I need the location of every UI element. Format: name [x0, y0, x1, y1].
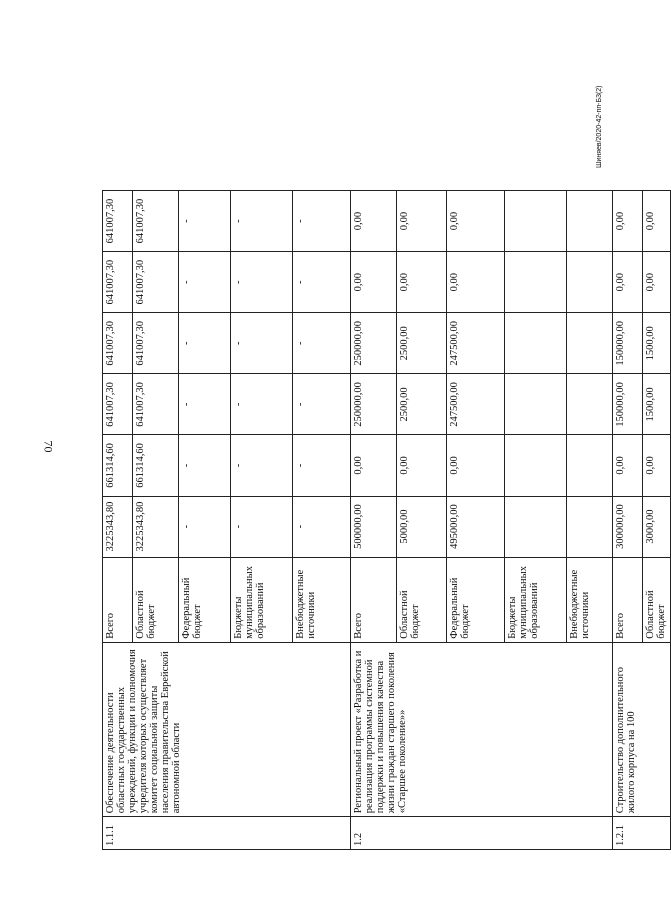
amount-cell: 0,00: [613, 435, 643, 496]
amount-cell: -: [231, 313, 293, 374]
amount-cell: 0,00: [643, 191, 671, 252]
amount-cell: 1500,00: [643, 313, 671, 374]
amount-cell: [567, 496, 613, 557]
amount-cell: -: [231, 252, 293, 313]
funding-source: Областной бюджет: [643, 557, 671, 642]
amount-cell: 2500,00: [397, 374, 447, 435]
amount-cell: 0,00: [447, 191, 505, 252]
amount-cell: -: [231, 496, 293, 557]
amount-cell: -: [293, 374, 351, 435]
amount-cell: -: [231, 191, 293, 252]
amount-cell: [505, 496, 567, 557]
amount-cell: 247500,00: [447, 313, 505, 374]
amount-cell: 0,00: [613, 252, 643, 313]
amount-cell: -: [293, 313, 351, 374]
row-index: 1.2: [351, 817, 613, 850]
amount-cell: 0,00: [643, 435, 671, 496]
amount-cell: -: [179, 252, 231, 313]
amount-cell: 250000,00: [351, 313, 397, 374]
table-body: [103, 191, 671, 850]
row-index: 1.1.1: [103, 817, 351, 850]
amount-cell: 641007,30: [103, 252, 133, 313]
table-row: [351, 191, 397, 850]
amount-cell: 641007,30: [133, 313, 179, 374]
activity-name: Обеспечение деятельности областных государственных учреждений, функции и полномочия учредителя которых осуществляет комитет социальной защиты населения правительства Еврейской автономной области: [103, 642, 351, 817]
amount-cell: -: [293, 435, 351, 496]
amount-cell: 0,00: [447, 252, 505, 313]
amount-cell: -: [293, 252, 351, 313]
amount-cell: -: [231, 435, 293, 496]
amount-cell: 500000,00: [351, 496, 397, 557]
funding-source: Всего: [103, 557, 133, 642]
funding-source: Внебюджетные источники: [567, 557, 613, 642]
amount-cell: [505, 313, 567, 374]
amount-cell: 641007,30: [103, 313, 133, 374]
amount-cell: -: [179, 191, 231, 252]
amount-cell: 0,00: [397, 191, 447, 252]
amount-cell: 641007,30: [133, 374, 179, 435]
amount-cell: -: [179, 313, 231, 374]
amount-cell: 3225343,80: [103, 496, 133, 557]
amount-cell: 661314,60: [103, 435, 133, 496]
amount-cell: [567, 374, 613, 435]
amount-cell: 0,00: [397, 252, 447, 313]
funding-source: Бюджеты муниципальных образований: [231, 557, 293, 642]
amount-cell: [505, 191, 567, 252]
amount-cell: 247500,00: [447, 374, 505, 435]
amount-cell: 0,00: [351, 252, 397, 313]
amount-cell: -: [179, 496, 231, 557]
amount-cell: 3225343,80: [133, 496, 179, 557]
amount-cell: [567, 313, 613, 374]
funding-source: Федеральный бюджет: [447, 557, 505, 642]
amount-cell: 641007,30: [103, 374, 133, 435]
amount-cell: 300000,00: [613, 496, 643, 557]
amount-cell: 641007,30: [103, 191, 133, 252]
amount-cell: 3000,00: [643, 496, 671, 557]
amount-cell: 641007,30: [133, 252, 179, 313]
funding-source: Федеральный бюджет: [179, 557, 231, 642]
amount-cell: 0,00: [397, 435, 447, 496]
amount-cell: -: [179, 374, 231, 435]
amount-cell: [567, 252, 613, 313]
rotated-table-container: [102, 190, 667, 850]
amount-cell: -: [231, 374, 293, 435]
funding-source: Внебюджетные источники: [293, 557, 351, 642]
funding-source: Бюджеты муниципальных образований: [505, 557, 567, 642]
page-number: 70: [41, 440, 56, 453]
amount-cell: 0,00: [613, 191, 643, 252]
activity-name: Строительство дополнительного жилого корпуса на 100: [613, 642, 671, 817]
amount-cell: [505, 435, 567, 496]
amount-cell: [505, 374, 567, 435]
amount-cell: 1500,00: [643, 374, 671, 435]
amount-cell: [505, 252, 567, 313]
amount-cell: 495000,00: [447, 496, 505, 557]
row-index: 1.2.1: [613, 817, 671, 850]
amount-cell: 0,00: [351, 435, 397, 496]
amount-cell: -: [293, 496, 351, 557]
activity-name: Региональный проект «Разработка и реализация программы системной поддержки и повышения качества жизни граждан старшего поколения «Старшее поколение»»: [351, 642, 613, 817]
funding-source: Областной бюджет: [397, 557, 447, 642]
funding-source: Областной бюджет: [133, 557, 179, 642]
table-row: [613, 191, 643, 850]
amount-cell: 0,00: [643, 252, 671, 313]
amount-cell: 5000,00: [397, 496, 447, 557]
amount-cell: [567, 191, 613, 252]
financing-table: [102, 190, 671, 850]
amount-cell: -: [293, 191, 351, 252]
amount-cell: 0,00: [351, 191, 397, 252]
amount-cell: 150000,00: [613, 374, 643, 435]
amount-cell: 661314,60: [133, 435, 179, 496]
funding-source: Всего: [613, 557, 643, 642]
amount-cell: -: [179, 435, 231, 496]
amount-cell: 2500,00: [397, 313, 447, 374]
amount-cell: 0,00: [447, 435, 505, 496]
table-row: [103, 191, 133, 850]
amount-cell: 250000,00: [351, 374, 397, 435]
amount-cell: [567, 435, 613, 496]
amount-cell: 150000,00: [613, 313, 643, 374]
funding-source: Всего: [351, 557, 397, 642]
amount-cell: 641007,30: [133, 191, 179, 252]
stamp-text: Шиняев/2020-42-пп-Б3(2): [596, 85, 603, 168]
